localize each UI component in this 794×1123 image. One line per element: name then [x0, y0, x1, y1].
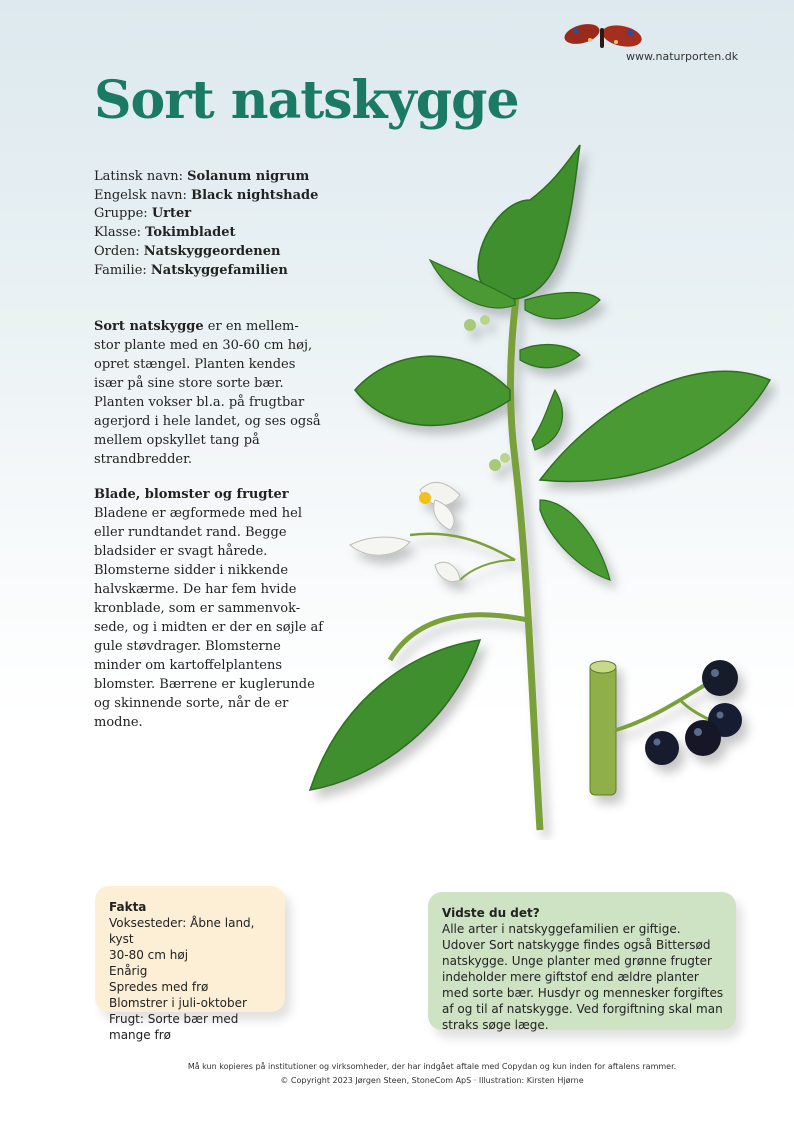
taxonomy-english: Engelsk navn: Black nightshade [94, 187, 319, 203]
taxonomy-family: Familie: Natskyggefamilien [94, 262, 288, 278]
did-you-know-text: Alle arter i natskyggefamilien er giftige. Udover Sort natskygge findes også Bittersød natskygge. Unge planter med grønne frugter indeholder mere giftstof end ældre planter med sorte bær. Husdyr og mennesker forgiftes af og til af natskygge. Ved forgiftning skal man straks søge læge. [442, 922, 724, 1032]
taxonomy-order: Orden: Natskyggeordenen [94, 243, 281, 259]
fakta-line: Voksesteder: Åbne land, kyst [109, 916, 255, 946]
fakta-line: Spredes med frø [109, 980, 209, 994]
section-text: Bladene er ægformede med hel eller rundtandet rand. Begge bladsider er svagt hårede. Blomsterne sidder i nikkende halvskærme. De har fem hvide kronblade, som er sammenvok-sede, og i midten er der en søjle af gule støvdrager. Blomsterne minder om kartoffelplantens blomster. Bærrene er kuglerunde og skinnende sorte, når de er modne. [94, 506, 324, 730]
taxonomy-class: Klasse: Tokimbladet [94, 225, 236, 241]
site-url[interactable]: www.naturporten.dk [626, 50, 739, 63]
section-heading: Blade, blomster og frugter [94, 487, 289, 502]
nightshade-plant-illustration [300, 140, 780, 840]
taxonomy-group: Gruppe: Urter [94, 206, 192, 222]
fakta-title: Fakta [109, 900, 147, 914]
fakta-line: Frugt: Sorte bær med mange frø [109, 1012, 239, 1042]
intro-paragraph: Sort natskygge er en mellem-stor plante med en 30-60 cm høj, opret stængel. Planten kendes især på sine store sorte bær. Planten vokser bl.a. på frugtbar agerjord i hele landet, og ses også mellem opskyllet tang på strandbredder. [94, 319, 321, 467]
fakta-line: Blomstrer i juli-oktober [109, 996, 247, 1010]
copy-notice: Må kun kopieres på institutioner og virksomheder, der har indgået aftale med Copydan og kun inden for aftalens rammer. [187, 1062, 677, 1071]
did-you-know-box [428, 892, 736, 1030]
fakta-line: 30-80 cm høj [109, 948, 189, 962]
taxonomy-latin: Latinsk navn: Solanum nigrum [94, 169, 310, 184]
did-you-know-title: Vidste du det? [442, 906, 540, 920]
leaves-flowers-section [94, 485, 324, 732]
taxonomy-list [94, 168, 318, 280]
fakta-box [95, 886, 285, 1042]
fakta-line: Enårig [109, 964, 148, 978]
copyright-line: © Copyright 2023 Jørgen Steen, StoneCom ApS · Illustration: Kirsten Hjørne [280, 1076, 584, 1085]
page-title: Sort natskygge [94, 70, 519, 131]
